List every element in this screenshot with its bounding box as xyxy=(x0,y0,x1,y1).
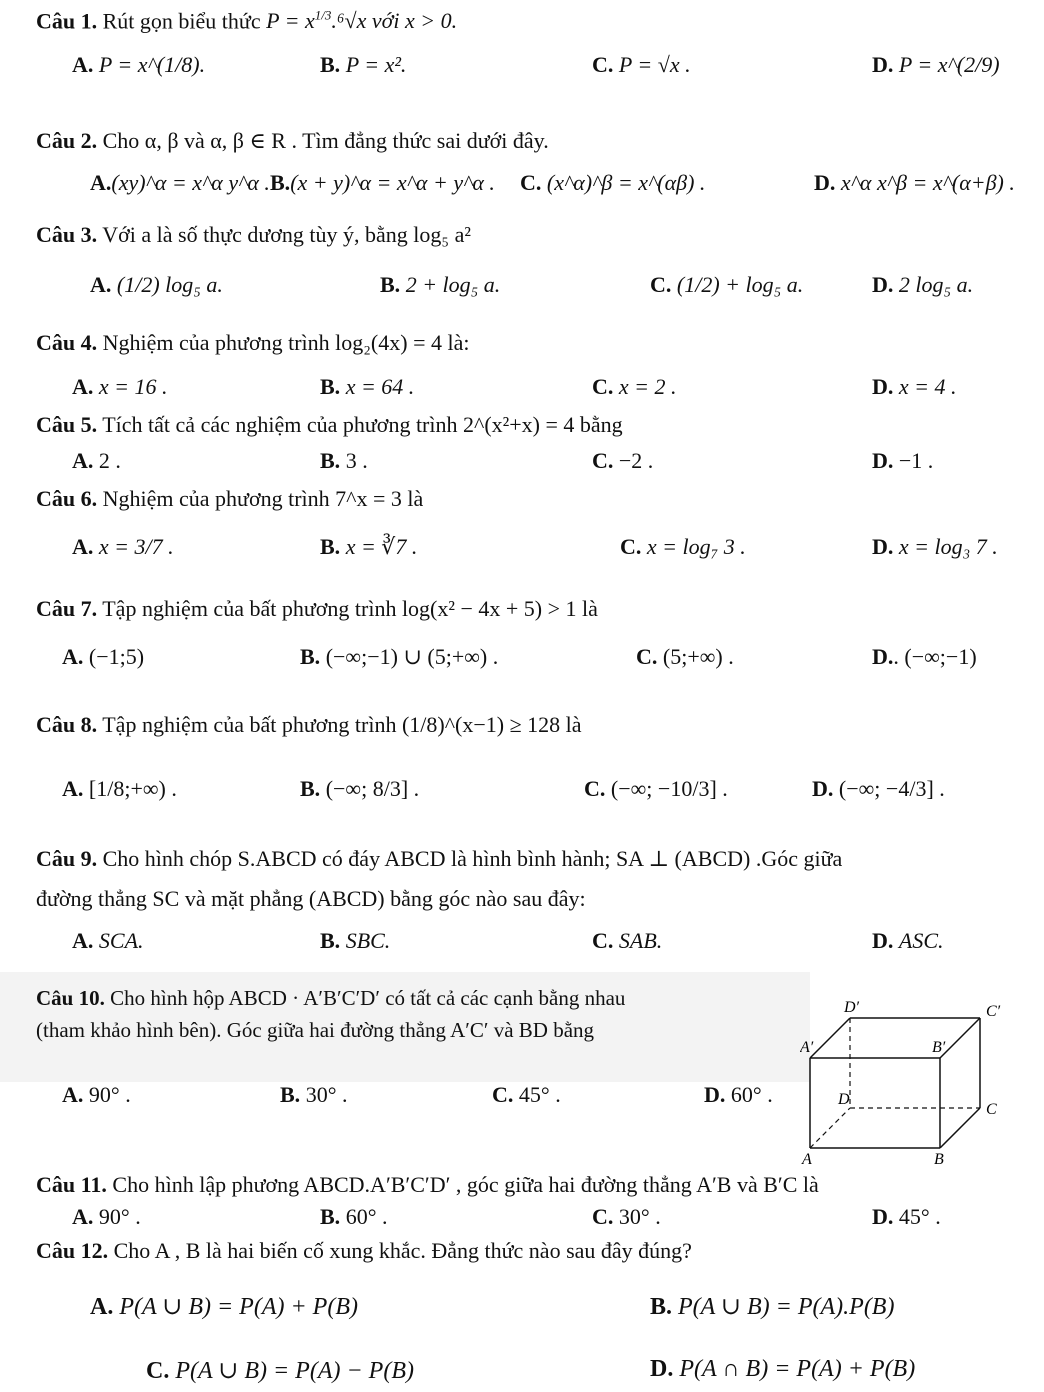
option-7a[interactable]: A. (−1;5) xyxy=(62,644,145,669)
option-9c[interactable]: C. SAB. xyxy=(592,928,663,953)
option-2b[interactable]: B.(x + y)^α = x^α + y^α . xyxy=(270,170,495,195)
edge-ad-hidden xyxy=(810,1108,850,1148)
option-4c[interactable]: C. x = 2 . xyxy=(592,374,677,399)
option-2a[interactable]: A.(xy)^α = x^α y^α . xyxy=(90,170,270,195)
option-9b[interactable]: B. SBC. xyxy=(320,928,391,953)
question-5: Câu 5. Tích tất cả các nghiệm của phương trình 2^(x²+x) = 4 bằng xyxy=(36,412,623,437)
option-2c[interactable]: C. (x^α)^β = x^(αβ) . xyxy=(520,170,706,195)
option-6b[interactable]: B. x = ∛7 . xyxy=(320,534,418,559)
question-8: Câu 8. Tập nghiệm của bất phương trình (1/8)^(x−1) ≥ 128 là xyxy=(36,712,582,737)
option-3d[interactable]: D. 2 log₅ a. xyxy=(872,272,974,297)
option-12a[interactable]: A. P(A ∪ B) = P(A) + P(B) xyxy=(90,1294,358,1320)
option-8c[interactable]: C. (−∞; −10/3] . xyxy=(584,776,728,801)
question-10-line2: (tham khảo hình bên). Góc giữa hai đường thẳng A′C′ và BD bằng xyxy=(36,1018,595,1042)
question-1 xyxy=(36,8,457,34)
option-7b[interactable]: B. (−∞;−1) ∪ (5;+∞) . xyxy=(300,644,499,669)
vertex-label-a: A xyxy=(802,1151,812,1168)
option-11d[interactable]: D. 45° . xyxy=(872,1204,941,1229)
option-7c[interactable]: C. (5;+∞) . xyxy=(636,644,734,669)
question-3: Câu 3. Với a là số thực dương tùy ý, bằng log₅ a² xyxy=(36,222,471,247)
option-9d[interactable]: D. ASC. xyxy=(872,928,944,953)
option-12c[interactable]: C. P(A ∪ B) = P(A) − P(B) xyxy=(146,1358,414,1384)
question-6: Câu 6. Nghiệm của phương trình 7^x = 3 là xyxy=(36,486,424,511)
option-6a[interactable]: A. x = 3/7 . xyxy=(72,534,174,559)
question-label: Câu 1. xyxy=(36,8,98,34)
option-10b[interactable]: B. 30° . xyxy=(280,1082,348,1107)
option-10d[interactable]: D. 60° . xyxy=(704,1082,773,1107)
edge-a1d1 xyxy=(810,1018,850,1058)
cube-figure xyxy=(800,998,1010,1168)
option-1d[interactable]: D. P = x^(2/9) xyxy=(872,52,1000,77)
option-5c[interactable]: C. −2 . xyxy=(592,448,654,473)
vertex-label-a1: A′ xyxy=(800,1039,814,1056)
option-4a[interactable]: A. x = 16 . xyxy=(72,374,168,399)
question-9-line2: đường thẳng SC và mặt phẳng (ABCD) bằng góc nào sau đây: xyxy=(36,886,586,911)
option-7d[interactable]: D.. (−∞;−1) xyxy=(872,644,977,669)
option-6c[interactable]: C. x = log₇ 3 . xyxy=(620,534,746,559)
edge-bc xyxy=(940,1108,980,1148)
vertex-label-c1: C′ xyxy=(986,1003,1001,1020)
option-10c[interactable]: C. 45° . xyxy=(492,1082,561,1107)
option-12b[interactable]: B. P(A ∪ B) = P(A).P(B) xyxy=(650,1294,895,1320)
option-9a[interactable]: A. SCA. xyxy=(72,928,144,953)
option-4d[interactable]: D. x = 4 . xyxy=(872,374,957,399)
question-10: Câu 10. Cho hình hộp ABCD · A′B′C′D′ có tất cả các cạnh bằng nhau xyxy=(36,986,626,1010)
question-stem: Rút gọn biểu thức xyxy=(102,8,261,34)
question-7: Câu 7. Tập nghiệm của bất phương trình log(x² − 4x + 5) > 1 là xyxy=(36,596,598,621)
option-1b[interactable]: B. P = x². xyxy=(320,52,407,77)
option-8a[interactable]: A. [1/8;+∞) . xyxy=(62,776,177,801)
option-1a[interactable]: A. P = x^(1/8). xyxy=(72,52,206,77)
question-9: Câu 9. Cho hình chóp S.ABCD có đáy ABCD là hình bình hành; SA ⊥ (ABCD) .Góc giữa xyxy=(36,846,843,871)
vertex-label-d1: D′ xyxy=(844,999,860,1016)
option-5d[interactable]: D. −1 . xyxy=(872,448,934,473)
edge-b1c1 xyxy=(940,1018,980,1058)
option-6d[interactable]: D. x = log₃ 7 . xyxy=(872,534,998,559)
option-11b[interactable]: B. 60° . xyxy=(320,1204,388,1229)
option-3c[interactable]: C. (1/2) + log₅ a. xyxy=(650,272,804,297)
question-2: Câu 2. Cho α, β và α, β ∈ R . Tìm đẳng thức sai dưới đây. xyxy=(36,128,549,153)
option-4b[interactable]: B. x = 64 . xyxy=(320,374,415,399)
option-3a[interactable]: A. (1/2) log₅ a. xyxy=(90,272,223,297)
vertex-label-d: D xyxy=(838,1091,850,1108)
option-5a[interactable]: A. 2 . xyxy=(72,448,121,473)
question-expression: $P = x^{1/3}.^6√x$ với x > 0. xyxy=(266,8,458,34)
option-3b[interactable]: B. 2 + log₅ a. xyxy=(380,272,501,297)
vertex-label-b1: B′ xyxy=(932,1039,946,1056)
option-8b[interactable]: B. (−∞; 8/3] . xyxy=(300,776,420,801)
question-11: Câu 11. Cho hình lập phương ABCD.A′B′C′D′ , góc giữa hai đường thẳng A′B và B′C là xyxy=(36,1172,819,1197)
question-text: Cho α, β và α, β ∈ R . Tìm đẳng thức sai dưới đây. xyxy=(102,128,549,153)
option-8d[interactable]: D. (−∞; −4/3] . xyxy=(812,776,945,801)
option-5b[interactable]: B. 3 . xyxy=(320,448,368,473)
option-12d[interactable]: D. P(A ∩ B) = P(A) + P(B) xyxy=(650,1356,916,1382)
option-1c[interactable]: C. P = √x . xyxy=(592,52,691,77)
vertex-label-b: B xyxy=(934,1151,944,1168)
option-11a[interactable]: A. 90° . xyxy=(72,1204,141,1229)
option-11c[interactable]: C. 30° . xyxy=(592,1204,661,1229)
question-4: Câu 4. Nghiệm của phương trình log₂(4x) = 4 là: xyxy=(36,330,470,355)
option-10a[interactable]: A. 90° . xyxy=(62,1082,131,1107)
vertex-label-c: C xyxy=(986,1101,997,1118)
question-12: Câu 12. Cho A , B là hai biến cố xung khắc. Đẳng thức nào sau đây đúng? xyxy=(36,1238,692,1263)
option-2d[interactable]: D. x^α x^β = x^(α+β) . xyxy=(814,170,1015,195)
